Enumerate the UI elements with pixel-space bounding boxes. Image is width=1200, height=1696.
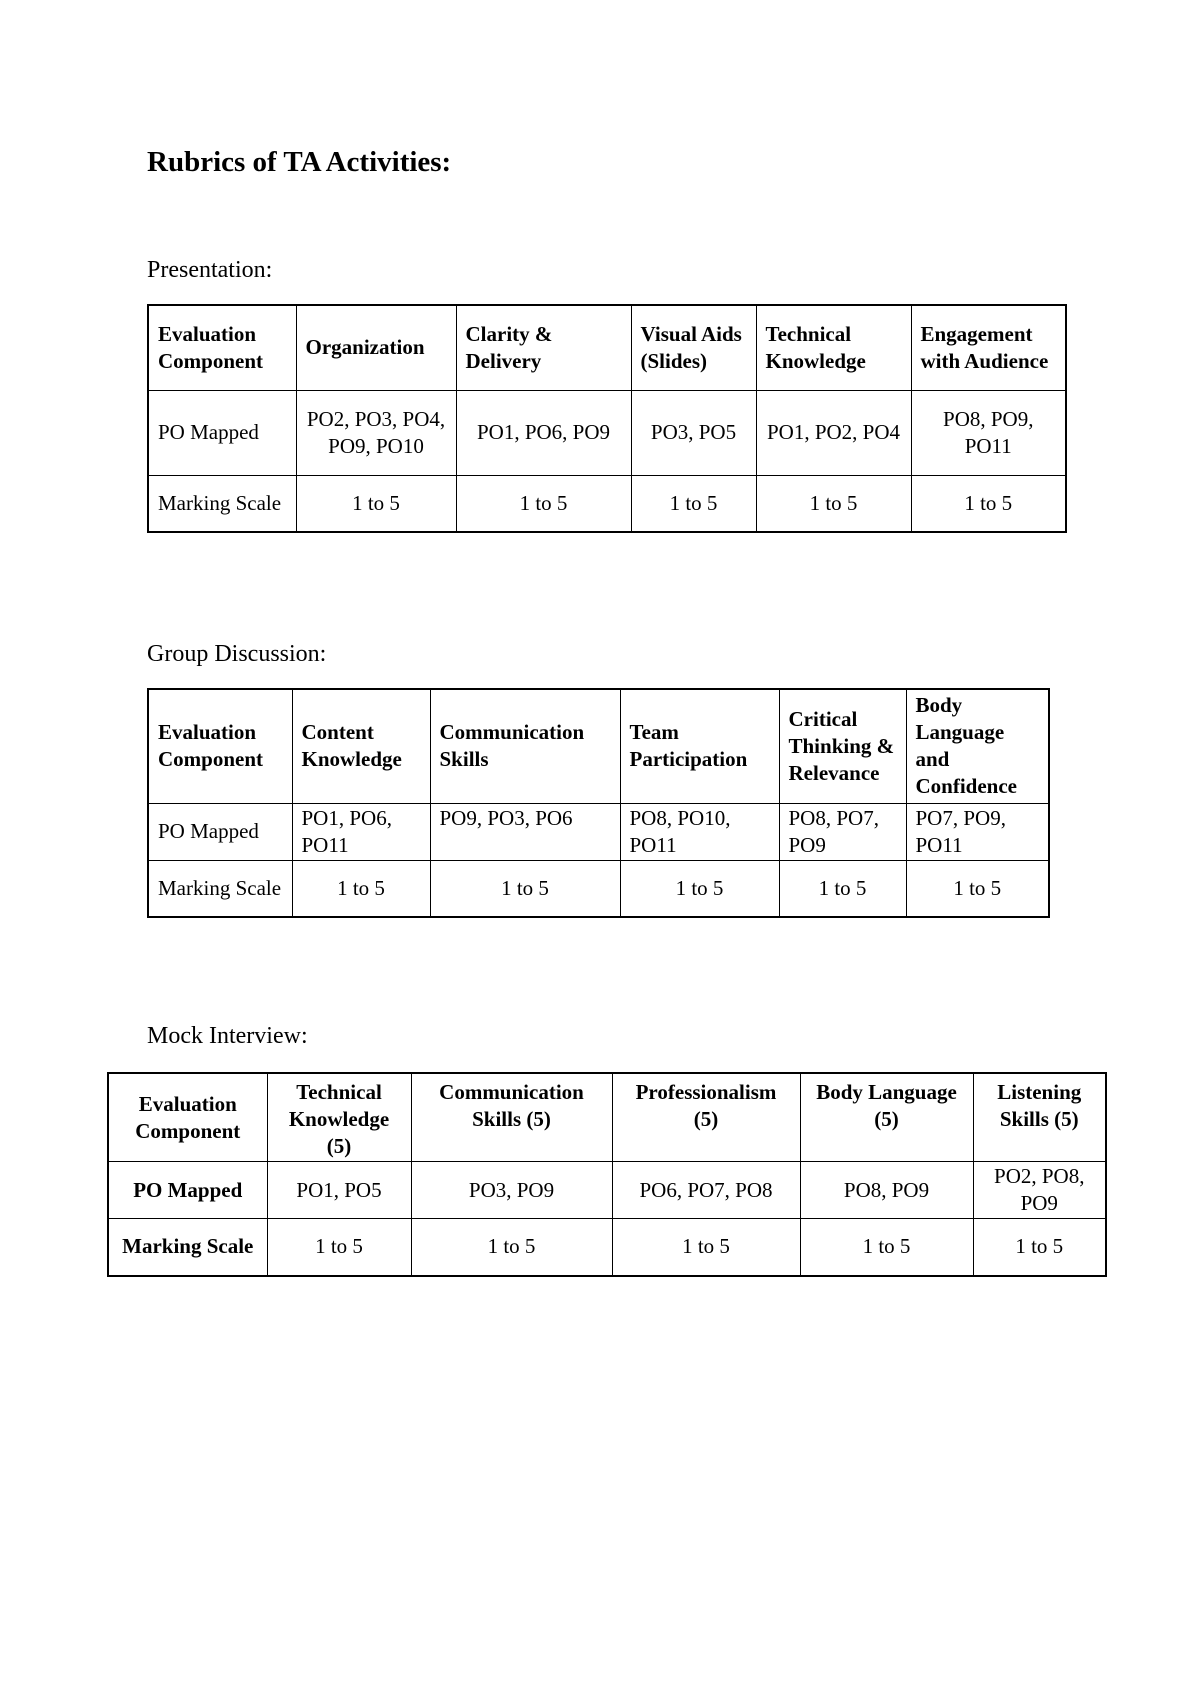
- table-row: [148, 305, 1066, 390]
- table-cell: 1 to 5: [456, 475, 631, 532]
- table-row-label: Marking Scale: [108, 1219, 267, 1276]
- table-row: [108, 1219, 1106, 1276]
- page-title: Rubrics of TA Activities:: [147, 146, 452, 178]
- table-header-cell: Evaluation Component: [108, 1073, 267, 1162]
- table-header-cell: Communication Skills (5): [411, 1073, 612, 1162]
- table-cell: PO2, PO8, PO9: [973, 1162, 1106, 1219]
- table-header-cell: Content Knowledge: [292, 689, 430, 803]
- table-header-cell: Technical Knowledge: [756, 305, 911, 390]
- table-cell: 1 to 5: [779, 860, 906, 917]
- table-cell: 1 to 5: [411, 1219, 612, 1276]
- table-cell: PO2, PO3, PO4, PO9, PO10: [296, 390, 456, 475]
- table-cell: PO8, PO9: [800, 1162, 973, 1219]
- table-cell: PO3, PO5: [631, 390, 756, 475]
- table-cell: PO8, PO7, PO9: [779, 803, 906, 860]
- table-cell: PO3, PO9: [411, 1162, 612, 1219]
- table-cell: 1 to 5: [612, 1219, 800, 1276]
- mock-interview-label: Mock Interview:: [147, 1023, 308, 1049]
- table-cell: PO9, PO3, PO6: [430, 803, 620, 860]
- table-row-label: Marking Scale: [148, 475, 296, 532]
- table-header-cell: Critical Thinking & Relevance: [779, 689, 906, 803]
- table-cell: 1 to 5: [296, 475, 456, 532]
- table-header-cell: Clarity & Delivery: [456, 305, 631, 390]
- table-row-label: PO Mapped: [148, 803, 292, 860]
- table-header-cell: Technical Knowledge (5): [267, 1073, 411, 1162]
- table-row: [108, 1162, 1106, 1219]
- table-header-cell: Communication Skills: [430, 689, 620, 803]
- table-cell: 1 to 5: [620, 860, 779, 917]
- table-cell: PO8, PO9, PO11: [911, 390, 1066, 475]
- table-row: [148, 689, 1049, 803]
- table-header-cell: Evaluation Component: [148, 305, 296, 390]
- presentation-table: [147, 304, 1067, 533]
- table-cell: 1 to 5: [756, 475, 911, 532]
- table-cell: PO6, PO7, PO8: [612, 1162, 800, 1219]
- table-header-cell: Organization: [296, 305, 456, 390]
- table-header-cell: Team Participation: [620, 689, 779, 803]
- table-cell: 1 to 5: [973, 1219, 1106, 1276]
- table-cell: 1 to 5: [911, 475, 1066, 532]
- table-cell: 1 to 5: [267, 1219, 411, 1276]
- table-row-label: Marking Scale: [148, 860, 292, 917]
- mock-interview-table: [107, 1072, 1107, 1277]
- table-header-cell: Engagement with Audience: [911, 305, 1066, 390]
- group-discussion-label: Group Discussion:: [147, 641, 327, 667]
- table-header-cell: Professionalism (5): [612, 1073, 800, 1162]
- table-cell: PO1, PO2, PO4: [756, 390, 911, 475]
- table-row: [108, 1073, 1106, 1162]
- table-cell: 1 to 5: [292, 860, 430, 917]
- table-cell: PO7, PO9, PO11: [906, 803, 1049, 860]
- table-header-cell: Evaluation Component: [148, 689, 292, 803]
- table-cell: 1 to 5: [800, 1219, 973, 1276]
- table-cell: 1 to 5: [430, 860, 620, 917]
- presentation-label: Presentation:: [147, 257, 273, 283]
- table-header-cell: Listening Skills (5): [973, 1073, 1106, 1162]
- table-header-cell: Body Language and Confidence: [906, 689, 1049, 803]
- table-row-label: PO Mapped: [148, 390, 296, 475]
- table-row: [148, 803, 1049, 860]
- table-row: [148, 475, 1066, 532]
- table-cell: 1 to 5: [631, 475, 756, 532]
- group-discussion-table: [147, 688, 1050, 918]
- table-cell: 1 to 5: [906, 860, 1049, 917]
- table-row: [148, 390, 1066, 475]
- table-header-cell: Body Language (5): [800, 1073, 973, 1162]
- table-cell: PO8, PO10, PO11: [620, 803, 779, 860]
- table-cell: PO1, PO5: [267, 1162, 411, 1219]
- table-row-label: PO Mapped: [108, 1162, 267, 1219]
- table-cell: PO1, PO6, PO11: [292, 803, 430, 860]
- table-row: [148, 860, 1049, 917]
- table-header-cell: Visual Aids (Slides): [631, 305, 756, 390]
- table-cell: PO1, PO6, PO9: [456, 390, 631, 475]
